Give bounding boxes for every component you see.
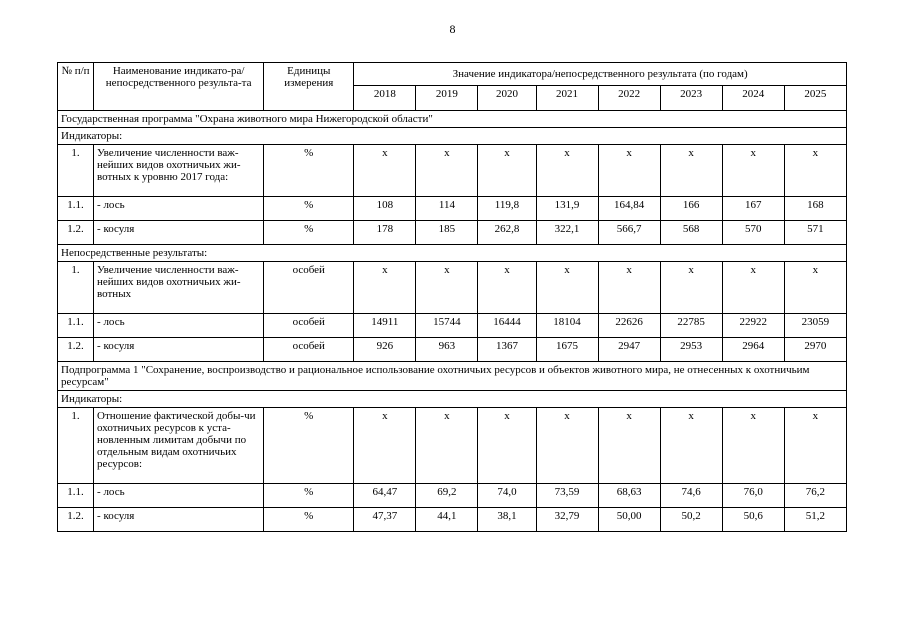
table-row bbox=[58, 314, 847, 338]
value-cell: 50,6 bbox=[722, 508, 784, 532]
value-cell: 1675 bbox=[536, 338, 598, 362]
value-cell: x bbox=[354, 408, 416, 484]
header-row bbox=[58, 63, 847, 86]
value-cell: x bbox=[660, 262, 722, 314]
value-cell: 570 bbox=[722, 221, 784, 245]
value-cell: 2964 bbox=[722, 338, 784, 362]
value-cell: 16444 bbox=[478, 314, 536, 338]
indicator-name: Отношение фактической добы-чи охотничьих ресурсов к уста-новленным лимитам добычи по отдельным видам охотничьих ресурсов: bbox=[94, 408, 264, 484]
value-cell: 185 bbox=[416, 221, 478, 245]
header-year: 2020 bbox=[478, 86, 536, 111]
row-number: 1.2. bbox=[58, 338, 94, 362]
table-row bbox=[58, 484, 847, 508]
header-year: 2024 bbox=[722, 86, 784, 111]
header-year: 2021 bbox=[536, 86, 598, 111]
value-cell: x bbox=[536, 408, 598, 484]
header-values: Значение индикатора/непосредственного результата (по годам) bbox=[354, 63, 847, 86]
value-cell: 14911 bbox=[354, 314, 416, 338]
value-cell: x bbox=[722, 145, 784, 197]
table-row bbox=[58, 197, 847, 221]
value-cell: 322,1 bbox=[536, 221, 598, 245]
section-title: Государственная программа "Охрана животного мира Нижегородской области" bbox=[58, 111, 847, 128]
row-number: 1.1. bbox=[58, 484, 94, 508]
header-year: 2019 bbox=[416, 86, 478, 111]
value-cell: 114 bbox=[416, 197, 478, 221]
table-row bbox=[58, 408, 847, 484]
value-cell: 44,1 bbox=[416, 508, 478, 532]
value-cell: 32,79 bbox=[536, 508, 598, 532]
section-title: Индикаторы: bbox=[58, 128, 847, 145]
value-cell: x bbox=[478, 145, 536, 197]
value-cell: x bbox=[416, 145, 478, 197]
value-cell: x bbox=[722, 262, 784, 314]
indicator-name: Увеличение численности важ-нейших видов охотничьих жи-вотных к уровню 2017 года: bbox=[94, 145, 264, 197]
value-cell: 50,2 bbox=[660, 508, 722, 532]
row-number: 1. bbox=[58, 145, 94, 197]
indicator-name: - косуля bbox=[94, 338, 264, 362]
value-cell: 571 bbox=[784, 221, 846, 245]
value-cell: 22922 bbox=[722, 314, 784, 338]
value-cell: 2947 bbox=[598, 338, 660, 362]
value-cell: x bbox=[784, 262, 846, 314]
value-cell: x bbox=[354, 145, 416, 197]
section-title: Индикаторы: bbox=[58, 391, 847, 408]
section-row bbox=[58, 128, 847, 145]
value-cell: x bbox=[354, 262, 416, 314]
value-cell: 168 bbox=[784, 197, 846, 221]
value-cell: 74,0 bbox=[478, 484, 536, 508]
header-unit: Единицы измерения bbox=[264, 63, 354, 111]
indicator-table bbox=[57, 62, 847, 532]
section-row bbox=[58, 245, 847, 262]
page-number: 8 bbox=[449, 22, 456, 36]
value-cell: 68,63 bbox=[598, 484, 660, 508]
row-number: 1.1. bbox=[58, 314, 94, 338]
value-cell: 18104 bbox=[536, 314, 598, 338]
value-cell: 568 bbox=[660, 221, 722, 245]
value-cell: x bbox=[598, 408, 660, 484]
header-number: № п/п bbox=[58, 63, 94, 111]
indicator-name: - косуля bbox=[94, 221, 264, 245]
section-title: Непосредственные результаты: bbox=[58, 245, 847, 262]
unit-cell: особей bbox=[264, 262, 354, 314]
table-row bbox=[58, 262, 847, 314]
indicator-name: - лось bbox=[94, 197, 264, 221]
value-cell: 76,2 bbox=[784, 484, 846, 508]
value-cell: 69,2 bbox=[416, 484, 478, 508]
value-cell: 167 bbox=[722, 197, 784, 221]
header-year: 2023 bbox=[660, 86, 722, 111]
row-number: 1.2. bbox=[58, 221, 94, 245]
value-cell: x bbox=[784, 145, 846, 197]
value-cell: 22785 bbox=[660, 314, 722, 338]
table-row bbox=[58, 145, 847, 197]
header-year: 2022 bbox=[598, 86, 660, 111]
table-row bbox=[58, 508, 847, 532]
unit-cell: особей bbox=[264, 314, 354, 338]
row-number: 1.1. bbox=[58, 197, 94, 221]
indicator-name: - лось bbox=[94, 484, 264, 508]
value-cell: 74,6 bbox=[660, 484, 722, 508]
table-row bbox=[58, 338, 847, 362]
value-cell: x bbox=[598, 145, 660, 197]
value-cell: 2953 bbox=[660, 338, 722, 362]
header-name: Наименование индикато-ра/непосредственного результа-та bbox=[94, 63, 264, 111]
value-cell: x bbox=[416, 408, 478, 484]
header-year: 2018 bbox=[354, 86, 416, 111]
value-cell: 166 bbox=[660, 197, 722, 221]
value-cell: 178 bbox=[354, 221, 416, 245]
value-cell: x bbox=[660, 145, 722, 197]
value-cell: 131,9 bbox=[536, 197, 598, 221]
value-cell: x bbox=[478, 408, 536, 484]
value-cell: 73,59 bbox=[536, 484, 598, 508]
value-cell: 963 bbox=[416, 338, 478, 362]
value-cell: x bbox=[416, 262, 478, 314]
unit-cell: % bbox=[264, 484, 354, 508]
value-cell: 22626 bbox=[598, 314, 660, 338]
value-cell: 23059 bbox=[784, 314, 846, 338]
unit-cell: % bbox=[264, 408, 354, 484]
value-cell: x bbox=[536, 145, 598, 197]
unit-cell: особей bbox=[264, 338, 354, 362]
unit-cell: % bbox=[264, 508, 354, 532]
section-row bbox=[58, 391, 847, 408]
value-cell: 926 bbox=[354, 338, 416, 362]
value-cell: 2970 bbox=[784, 338, 846, 362]
section-title: Подпрограмма 1 "Сохранение, воспроизводство и рациональное использование охотничьих ресурсов и объектов животного мира, не отнесенных к охотничьим ресурсам" bbox=[58, 362, 847, 391]
value-cell: x bbox=[598, 262, 660, 314]
indicator-name: - лось bbox=[94, 314, 264, 338]
value-cell: x bbox=[784, 408, 846, 484]
value-cell: x bbox=[660, 408, 722, 484]
value-cell: 51,2 bbox=[784, 508, 846, 532]
unit-cell: % bbox=[264, 221, 354, 245]
value-cell: x bbox=[536, 262, 598, 314]
value-cell: 15744 bbox=[416, 314, 478, 338]
value-cell: 64,47 bbox=[354, 484, 416, 508]
value-cell: 47,37 bbox=[354, 508, 416, 532]
value-cell: x bbox=[722, 408, 784, 484]
row-number: 1.2. bbox=[58, 508, 94, 532]
value-cell: 38,1 bbox=[478, 508, 536, 532]
value-cell: 262,8 bbox=[478, 221, 536, 245]
header-year: 2025 bbox=[784, 86, 846, 111]
row-number: 1. bbox=[58, 262, 94, 314]
value-cell: 164,84 bbox=[598, 197, 660, 221]
table-body bbox=[58, 111, 847, 532]
section-row bbox=[58, 362, 847, 391]
table-row bbox=[58, 221, 847, 245]
row-number: 1. bbox=[58, 408, 94, 484]
section-row bbox=[58, 111, 847, 128]
value-cell: 119,8 bbox=[478, 197, 536, 221]
value-cell: 1367 bbox=[478, 338, 536, 362]
indicator-name: - косуля bbox=[94, 508, 264, 532]
value-cell: 50,00 bbox=[598, 508, 660, 532]
unit-cell: % bbox=[264, 145, 354, 197]
indicator-name: Увеличение численности важ-нейших видов охотничьих жи-вотных bbox=[94, 262, 264, 314]
value-cell: 566,7 bbox=[598, 221, 660, 245]
unit-cell: % bbox=[264, 197, 354, 221]
value-cell: 108 bbox=[354, 197, 416, 221]
value-cell: x bbox=[478, 262, 536, 314]
value-cell: 76,0 bbox=[722, 484, 784, 508]
